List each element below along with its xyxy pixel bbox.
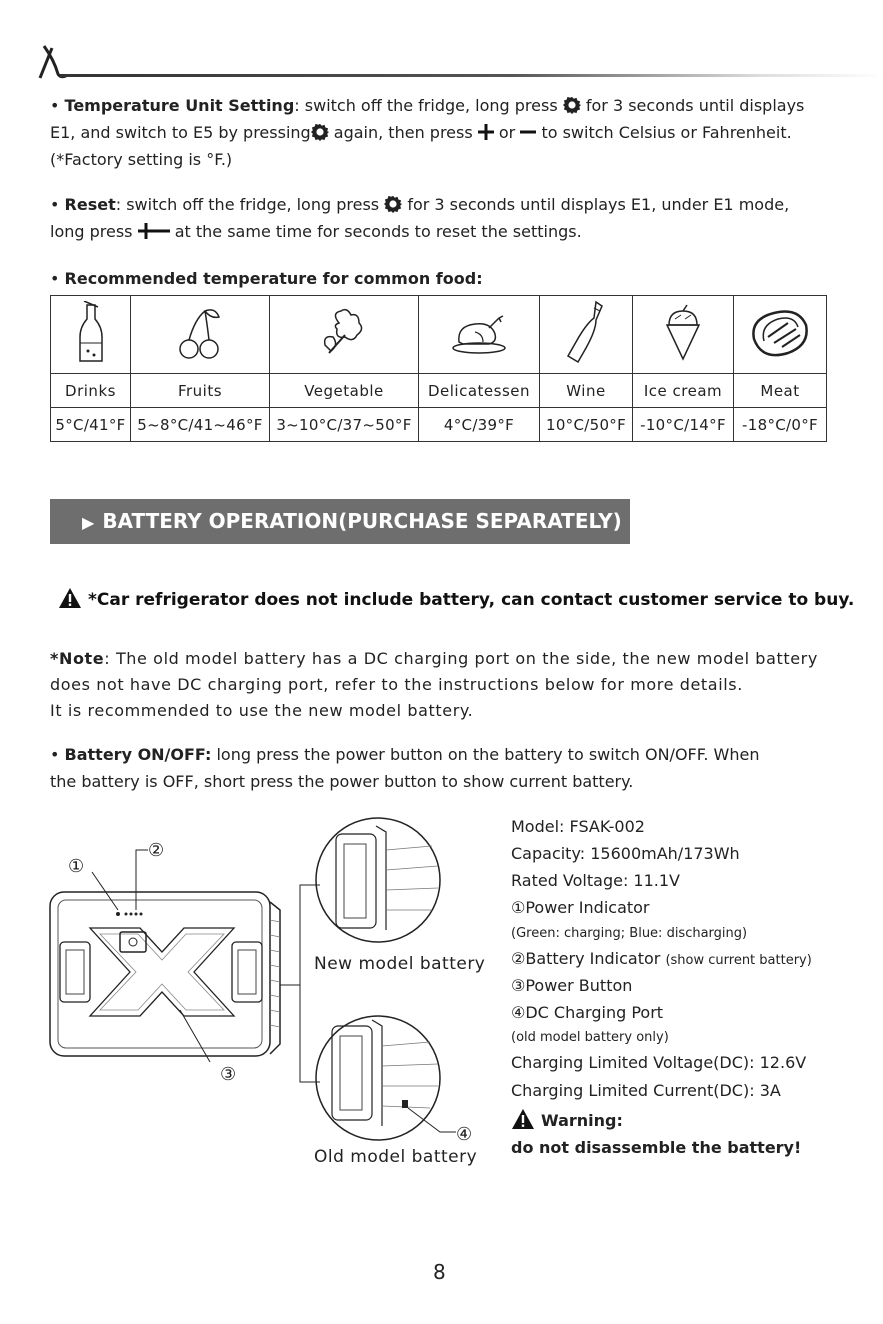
spec-capacity: Capacity: 15600mAh/173Wh [511,844,740,863]
reset-heading: Reset [64,195,116,214]
page-number: 8 [433,1260,446,1284]
spec-model: Model: FSAK-002 [511,817,645,836]
food-temp: 10°C/50°F [540,408,633,442]
spec-warning-text: do not disassemble the battery! [511,1138,802,1157]
temperature-unit-heading: Temperature Unit Setting [64,96,295,115]
roast-chicken-icon [419,296,540,374]
spec-charging-voltage: Charging Limited Voltage(DC): 12.6V [511,1053,807,1072]
gear-icon [563,96,581,114]
food-name: Fruits [131,374,270,408]
minus-icon [154,223,170,239]
gear-icon [311,123,329,141]
food-temperature-table [50,295,827,442]
header-rule [60,74,883,77]
food-temp: 3~10°C/37~50°F [270,408,419,442]
battery-onoff-section: • Battery ON/OFF: long press the power button on the battery to switch ON/OFF. When the battery is OFF, short press the power button to show current battery. [50,745,760,791]
reset-section: • Reset: switch off the fridge, long press for 3 seconds until displays E1, under E1 mode, long press at the same time for seconds to reset the settings. [50,195,790,241]
spec-dc-port: ④DC Charging Port [511,1003,664,1022]
play-arrow-icon: ▶ [82,513,95,532]
food-name: Wine [540,374,633,408]
temperature-unit-section: • Temperature Unit Setting: switch off the fridge, long press for 3 seconds until displays E1, and switch to E5 by pressing again, then press or to switch Celsius or Fahrenheit. (*Factory setting is °F.) [50,96,805,169]
food-temp: 4°C/39°F [419,408,540,442]
minus-icon [520,124,536,140]
battery-diagram [40,810,500,1180]
callout-2: ② [148,840,165,861]
new-model-closeup [316,818,440,942]
food-name: Drinks [51,374,131,408]
food-name: Meat [734,374,827,408]
plus-icon [138,223,154,239]
callout-1: ① [68,856,85,877]
food-temp: -10°C/14°F [633,408,734,442]
gear-icon [384,195,402,213]
vegetable-icon [270,296,419,374]
old-model-caption: Old model battery [314,1147,478,1167]
note-label: *Note [50,649,105,668]
spec-battery-indicator: ②Battery Indicator (show current battery) [511,949,812,968]
food-name: Ice cream [633,374,734,408]
spec-charging-current: Charging Limited Current(DC): 3A [511,1081,781,1100]
cherry-icon [131,296,270,374]
food-temp: -18°C/0°F [734,408,827,442]
spec-power-indicator-note: (Green: charging; Blue: discharging) [511,926,748,941]
food-temp: 5°C/41°F [51,408,131,442]
callout-4: ④ [456,1124,473,1145]
ice-cream-icon [633,296,734,374]
battery-warning: *Car refrigerator does not include battery, can contact customer service to buy. [58,587,854,610]
old-model-closeup [316,1016,456,1140]
warning-icon [511,1108,535,1130]
battery-front-illustration [50,850,280,1062]
food-name: Vegetable [270,374,419,408]
steak-icon [734,296,827,374]
note-section: *Note: The old model battery has a DC charging port on the side, the new model battery does not have DC charging port, refer to the instructions below for more details. It is recommended to use the new model battery. [50,649,818,720]
food-temp: 5~8°C/41~46°F [131,408,270,442]
food-table-heading: • Recommended temperature for common food: [50,269,483,288]
warning-icon [58,587,82,609]
callout-3: ③ [220,1064,237,1085]
battery-section-banner: ▶ BATTERY OPERATION(PURCHASE SEPARATELY) [50,499,630,544]
battery-onoff-heading: Battery ON/OFF: [64,745,212,764]
food-name: Delicatessen [419,374,540,408]
spec-dc-port-note: (old model battery only) [511,1030,669,1045]
spec-power-button: ③Power Button [511,976,633,995]
spec-power-indicator: ①Power Indicator [511,898,650,917]
wine-bottle-icon [540,296,633,374]
new-model-caption: New model battery [314,954,486,974]
plus-icon [478,124,494,140]
bottle-icon [51,296,131,374]
spec-rated-voltage: Rated Voltage: 11.1V [511,871,680,890]
spec-warning-label: Warning: [511,1108,623,1130]
